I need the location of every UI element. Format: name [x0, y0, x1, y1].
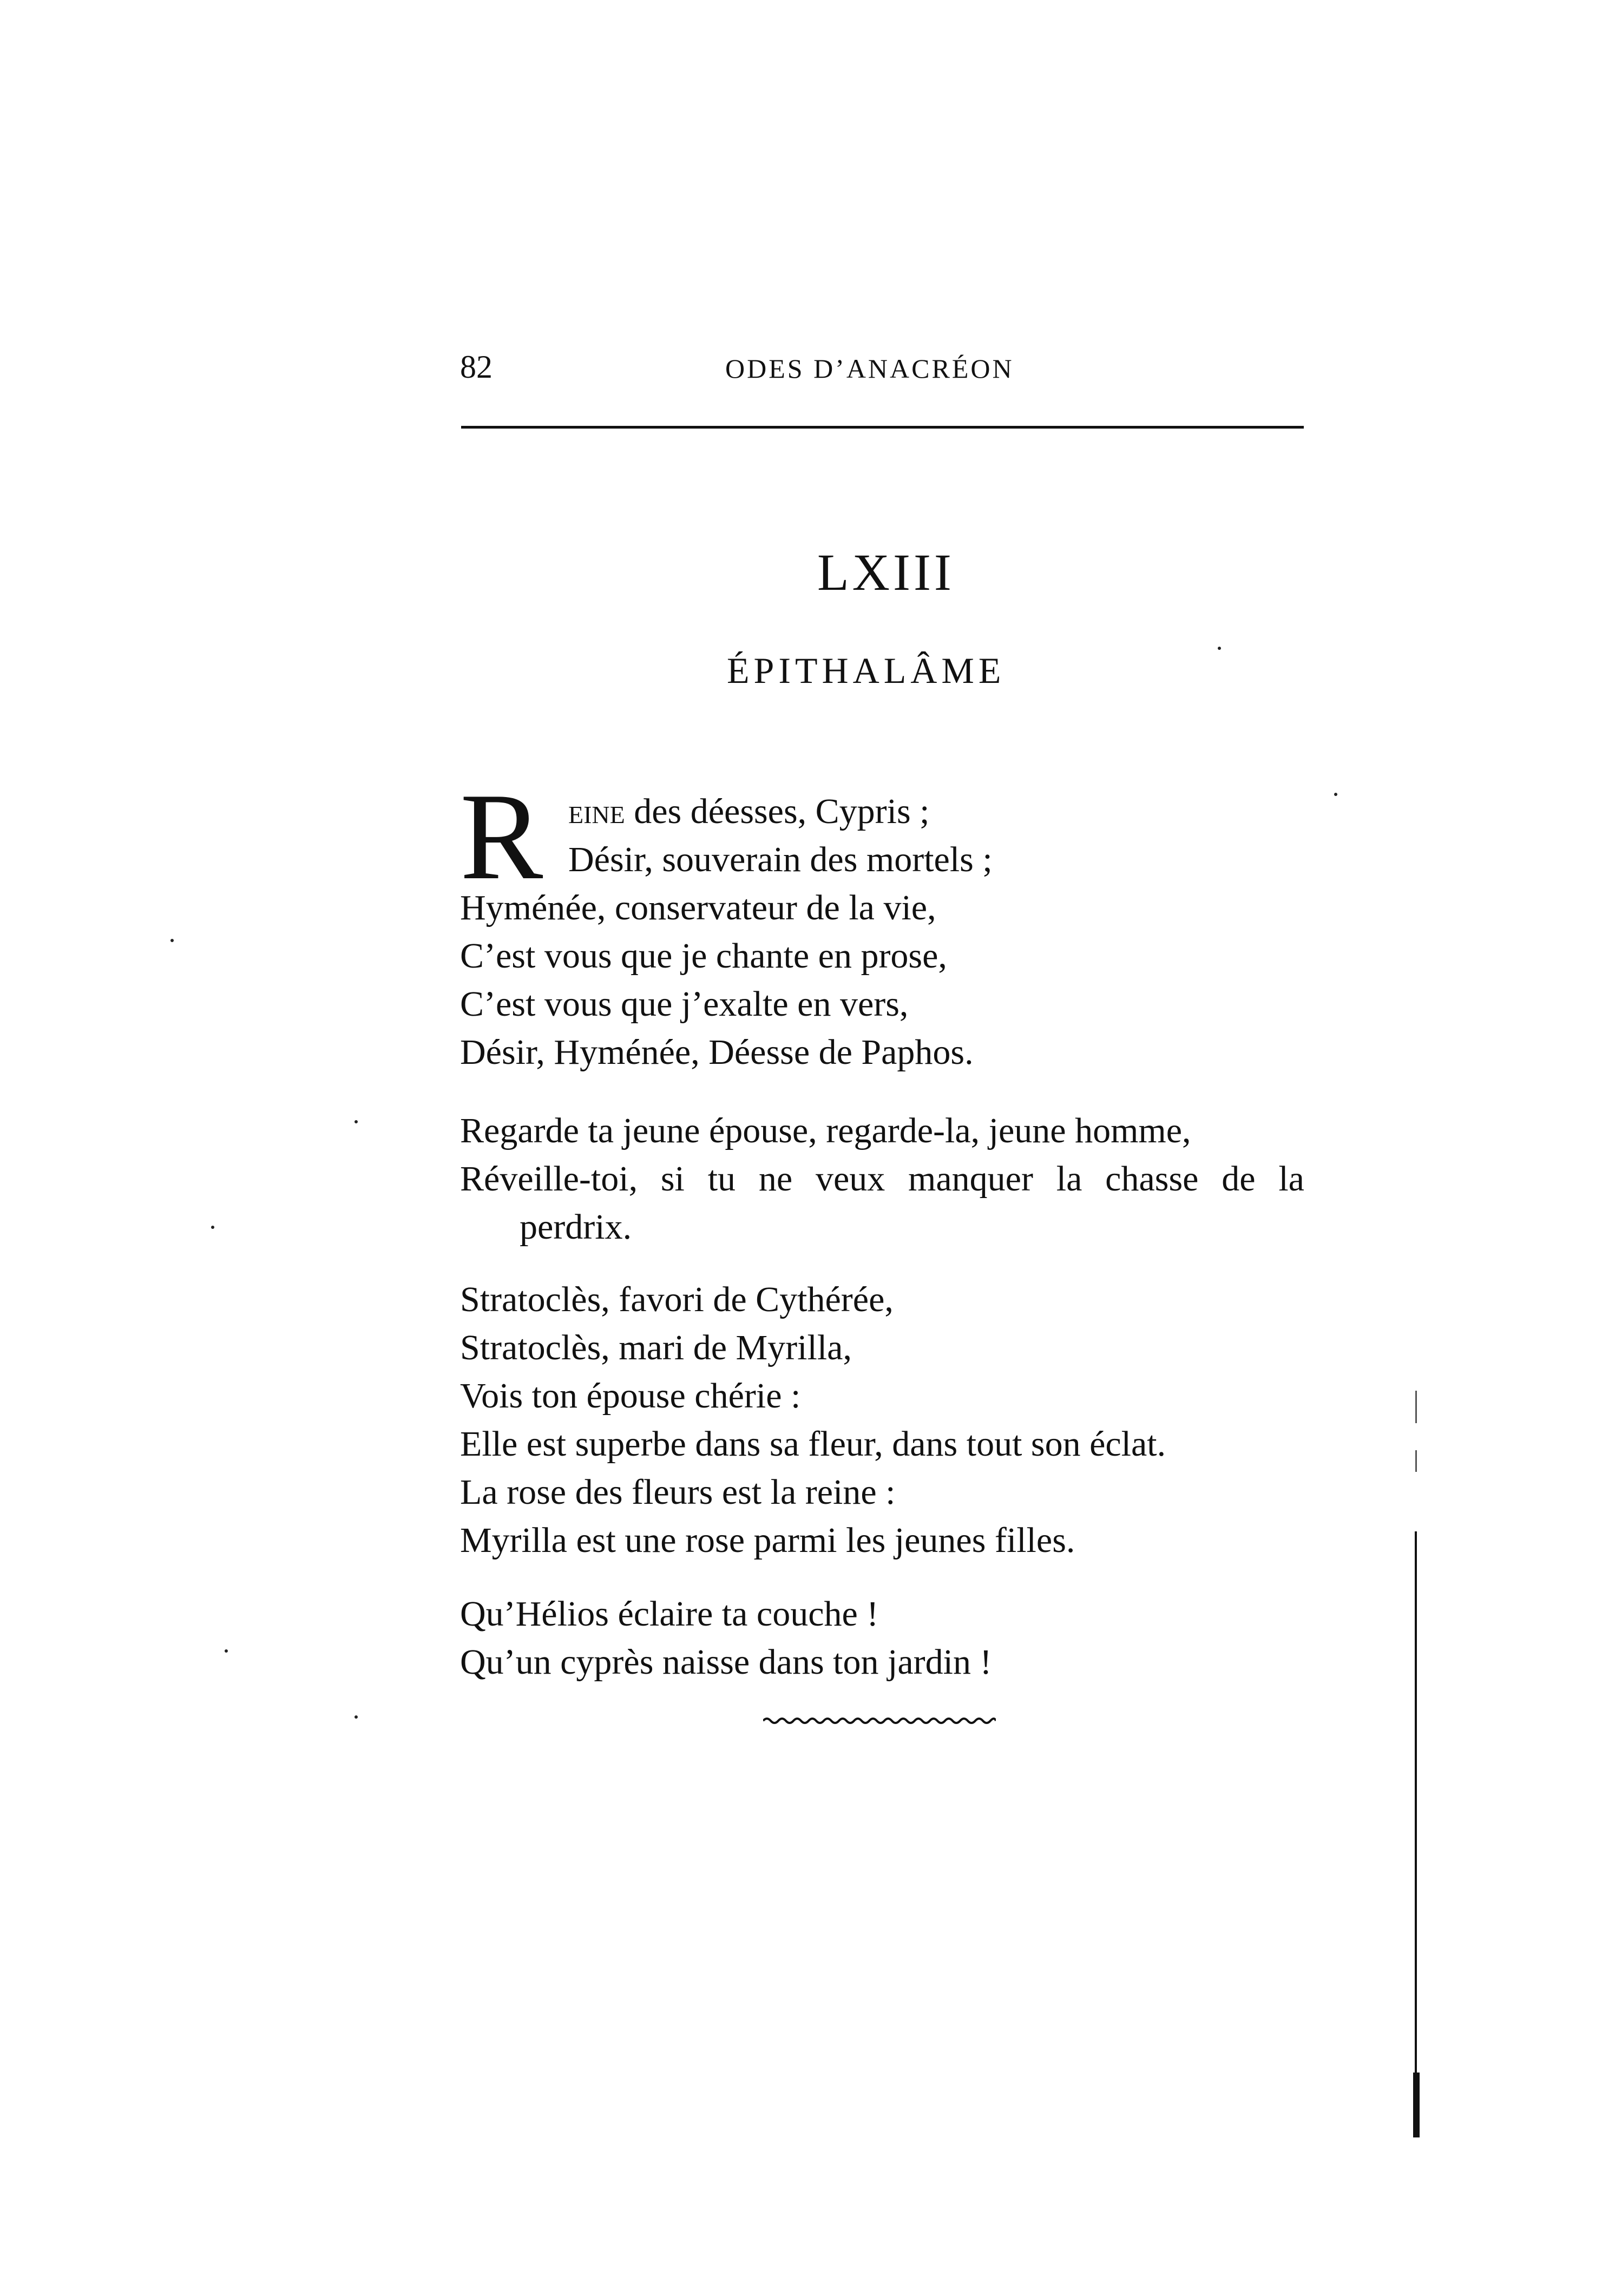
stanza-2-line-3: perdrix.	[520, 1207, 632, 1247]
word: Réveille-toi,	[460, 1159, 638, 1199]
word: la	[1056, 1159, 1082, 1199]
word: si	[660, 1159, 685, 1199]
scan-speck	[1334, 793, 1337, 796]
stanza-3-line-1: Stratoclès, favori de Cythérée,	[460, 1280, 894, 1319]
word: la	[1278, 1159, 1304, 1199]
scan-speck	[1218, 647, 1221, 650]
running-head: ODES D’ANACRÉON	[725, 353, 1014, 384]
stanza-1	[460, 787, 993, 1076]
stanza-3-line-3: Vois ton épouse chérie :	[460, 1376, 801, 1416]
stanza-3-line-5: La rose des fleurs est la reine :	[460, 1472, 896, 1512]
end-ornament	[763, 1715, 996, 1726]
scan-edge-mark	[1413, 1391, 1420, 2137]
word: de	[1222, 1159, 1256, 1199]
header-rule	[461, 426, 1304, 429]
scan-speck	[170, 939, 174, 942]
ode-title: ÉPITHALÂME	[727, 650, 1006, 691]
ode-number: LXIII	[817, 543, 955, 601]
stanza-1-line-5: C’est vous que j’exalte en vers,	[460, 984, 909, 1024]
stanza-1-line-6: Désir, Hyménée, Déesse de Paphos.	[460, 1032, 974, 1072]
page-number: 82	[460, 349, 493, 385]
scan-speck	[354, 1120, 358, 1123]
stanza-4-line-1: Qu’Hélios éclaire ta couche !	[460, 1594, 879, 1634]
word: manquer	[908, 1159, 1033, 1199]
stanza-3-line-4: Elle est superbe dans sa fleur, dans tout son éclat.	[460, 1424, 1166, 1464]
stanza-1-line-1	[460, 787, 993, 835]
stanza-2-line-2	[460, 1155, 1304, 1203]
stanza-1-line-1-text: des déesses, Cypris ;	[625, 792, 930, 831]
stanza-2-line-1: Regarde ta jeune épouse, regarde-la, jeune homme,	[460, 1111, 1191, 1150]
stanza-1-line-4: C’est vous que je chante en prose,	[460, 936, 947, 976]
scan-speck	[225, 1649, 228, 1653]
word: veux	[815, 1159, 885, 1199]
scan-speck	[354, 1715, 358, 1719]
scan-speck	[211, 1226, 214, 1229]
drop-cap-continuation: eine	[568, 792, 625, 831]
stanza-3	[460, 1275, 1166, 1564]
stanza-3-line-2: Stratoclès, mari de Myrilla,	[460, 1328, 852, 1367]
stanza-2	[460, 1107, 1304, 1251]
word: chasse	[1105, 1159, 1199, 1199]
word: ne	[758, 1159, 793, 1199]
stanza-4-line-2: Qu’un cyprès naisse dans ton jardin !	[460, 1642, 992, 1682]
stanza-4	[460, 1590, 992, 1686]
drop-cap: R	[460, 767, 543, 905]
stanza-1-line-3: Hyménée, conservateur de la vie,	[460, 888, 936, 927]
stanza-3-line-6: Myrilla est une rose parmi les jeunes filles.	[460, 1521, 1075, 1560]
stanza-1-line-2: Désir, souverain des mortels ;	[568, 840, 993, 879]
word: tu	[707, 1159, 736, 1199]
